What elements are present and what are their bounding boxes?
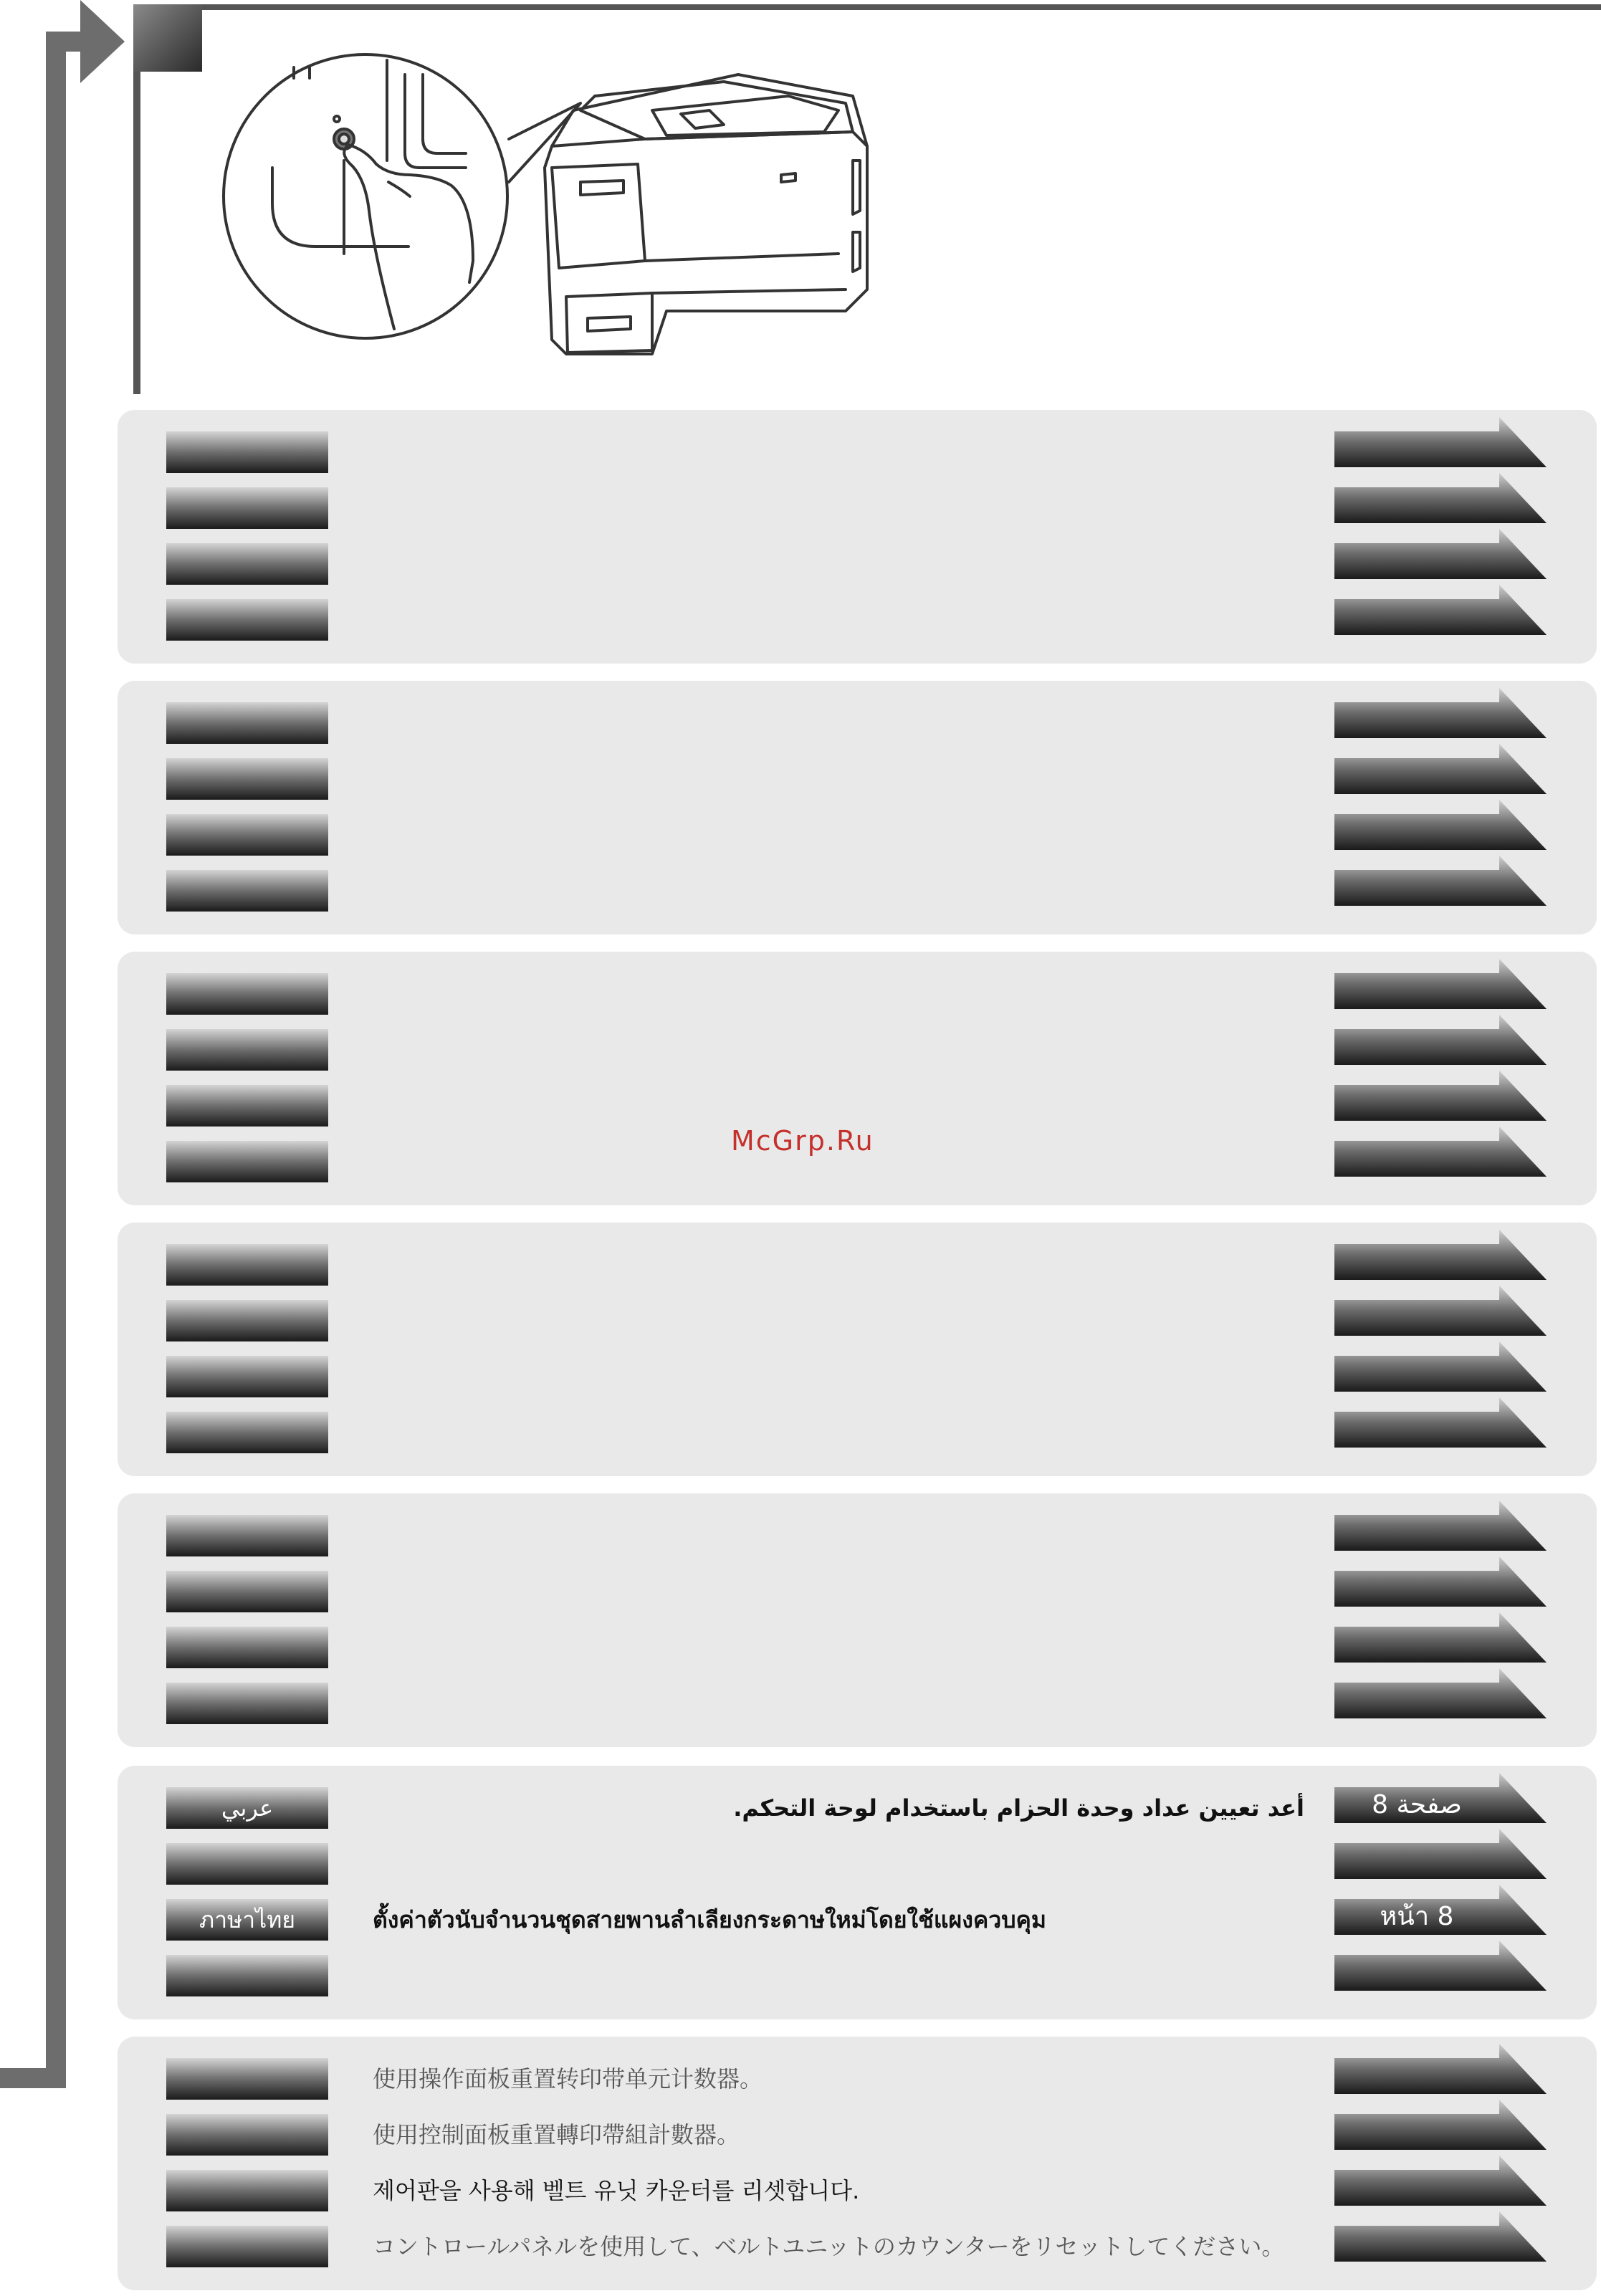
arrow-icon [1334, 473, 1547, 523]
page-ref-arrow[interactable] [1334, 473, 1547, 523]
language-label[interactable] [166, 2170, 328, 2211]
page-ref-arrow[interactable] [1334, 1941, 1547, 1991]
language-label[interactable] [166, 1627, 328, 1668]
language-label[interactable] [166, 1356, 328, 1397]
page-ref-arrow[interactable] [1334, 1829, 1547, 1879]
step-badge [133, 4, 202, 72]
language-label[interactable] [166, 1412, 328, 1453]
language-label[interactable] [166, 487, 328, 529]
language-panel [118, 1493, 1597, 1747]
arrow-icon [1334, 2211, 1547, 2262]
magnifier-circle [224, 54, 507, 338]
watermark: McGrp.Ru [731, 1125, 874, 1157]
language-label[interactable] [166, 1571, 328, 1612]
arrow-icon [1334, 2156, 1547, 2206]
arrow-icon [1334, 1612, 1547, 1663]
arrow-icon [1334, 1941, 1547, 1991]
language-panel [118, 1766, 1597, 2019]
language-label[interactable] [166, 2058, 328, 2100]
language-label[interactable] [166, 2114, 328, 2156]
page-ref-arrow[interactable] [1334, 959, 1547, 1009]
arrow-icon [1334, 1286, 1547, 1336]
nav-arrow-icon [80, 0, 125, 83]
page-ref-arrow[interactable] [1334, 1071, 1547, 1121]
printer-body [545, 75, 867, 354]
page-ref-arrow[interactable] [1334, 1015, 1547, 1065]
language-panel [118, 1223, 1597, 1476]
arrow-icon [1334, 800, 1547, 850]
language-label[interactable] [166, 1029, 328, 1071]
page-ref-arrow[interactable] [1334, 1397, 1547, 1448]
language-label[interactable] [166, 1085, 328, 1127]
page-ref-arrow[interactable] [1334, 1341, 1547, 1392]
page-ref-arrow[interactable] [1334, 800, 1547, 850]
instruction-text: 使用控制面板重置轉印帶組計數器。 [373, 2121, 740, 2148]
page-ref-arrow[interactable] [1334, 1668, 1547, 1718]
arrow-icon [1334, 1397, 1547, 1448]
language-label[interactable] [166, 814, 328, 856]
page-ref-arrow[interactable] [1334, 2156, 1547, 2206]
arrow-icon [1334, 1501, 1547, 1551]
nav-bracket-bottom [0, 2068, 66, 2088]
page-ref-arrow[interactable] [1334, 1127, 1547, 1177]
language-label[interactable] [166, 1300, 328, 1341]
page-ref-arrow[interactable] [1334, 585, 1547, 635]
page-ref-arrow[interactable] [1334, 2044, 1547, 2094]
page-ref-arrow[interactable] [1334, 1230, 1547, 1280]
page-ref-arrow[interactable] [1334, 1286, 1547, 1336]
arrow-icon [1334, 529, 1547, 579]
page-ref-arrow[interactable] [1334, 2100, 1547, 2150]
language-label[interactable] [166, 1141, 328, 1182]
language-label[interactable] [166, 973, 328, 1015]
arrow-icon [1334, 417, 1547, 467]
page-ref-arrow[interactable] [1334, 1885, 1547, 1935]
language-label[interactable] [166, 1955, 328, 1996]
nav-bracket-vertical [46, 32, 66, 2088]
instruction-text: 제어판을 사용해 벨트 유닛 카운터를 리셋합니다. [373, 2177, 860, 2204]
page-ref-arrow[interactable] [1334, 1773, 1547, 1823]
page-ref-label: صفحة 8 [1372, 1790, 1462, 1819]
page-ref-label: หน้า 8 [1380, 1902, 1454, 1931]
arrow-icon [1334, 744, 1547, 794]
language-label[interactable] [166, 1843, 328, 1885]
instruction-text: 使用操作面板重置转印带单元计数器。 [373, 2065, 763, 2092]
printer-illustration [222, 53, 881, 368]
page-ref-arrow[interactable] [1334, 2211, 1547, 2262]
language-panel [118, 681, 1597, 934]
language-label[interactable]: ภาษาไทย [166, 1899, 328, 1941]
page-ref-arrow[interactable] [1334, 1556, 1547, 1607]
arrow-icon [1334, 1668, 1547, 1718]
instruction-text: ตั้งค่าตัวนับจำนวนชุดสายพานลำเลียงกระดาษใหม่โดยใช้แผงควบคุม [373, 1906, 1046, 1933]
arrow-icon [1334, 1556, 1547, 1607]
page-ref-arrow[interactable] [1334, 417, 1547, 467]
arrow-icon [1334, 1829, 1547, 1879]
language-label[interactable] [166, 702, 328, 744]
page-ref-arrow[interactable] [1334, 1501, 1547, 1551]
instruction-text: コントロールパネルを使用して、ベルトユニットのカウンターをリセットしてください。 [373, 2233, 1285, 2260]
language-label[interactable] [166, 870, 328, 912]
arrow-icon [1334, 688, 1547, 738]
language-label[interactable] [166, 1244, 328, 1286]
language-label[interactable] [166, 2226, 328, 2267]
header-frame-top [133, 4, 1601, 10]
page-ref-arrow[interactable] [1334, 688, 1547, 738]
language-label[interactable] [166, 599, 328, 641]
page-ref-arrow[interactable] [1334, 856, 1547, 906]
instruction-text: أعد تعيين عداد وحدة الحزام باستخدام لوحة التحكم. [733, 1794, 1304, 1822]
arrow-icon [1334, 856, 1547, 906]
arrow-icon [1334, 1071, 1547, 1121]
language-panel [118, 2037, 1597, 2290]
arrow-icon [1334, 959, 1547, 1009]
page-ref-arrow[interactable] [1334, 529, 1547, 579]
arrow-icon [1334, 1127, 1547, 1177]
language-label[interactable] [166, 758, 328, 800]
arrow-icon [1334, 1341, 1547, 1392]
arrow-icon [1334, 1230, 1547, 1280]
page-ref-arrow[interactable] [1334, 1612, 1547, 1663]
arrow-icon [1334, 585, 1547, 635]
language-label[interactable]: عربي [166, 1787, 328, 1829]
language-label[interactable] [166, 1515, 328, 1556]
language-label[interactable] [166, 543, 328, 585]
language-label[interactable] [166, 1683, 328, 1724]
page-ref-arrow[interactable] [1334, 744, 1547, 794]
arrow-icon [1334, 2100, 1547, 2150]
arrow-icon [1334, 2044, 1547, 2094]
language-panel [118, 410, 1597, 664]
language-label[interactable] [166, 431, 328, 473]
arrow-icon [1334, 1015, 1547, 1065]
language-panel [118, 952, 1597, 1205]
